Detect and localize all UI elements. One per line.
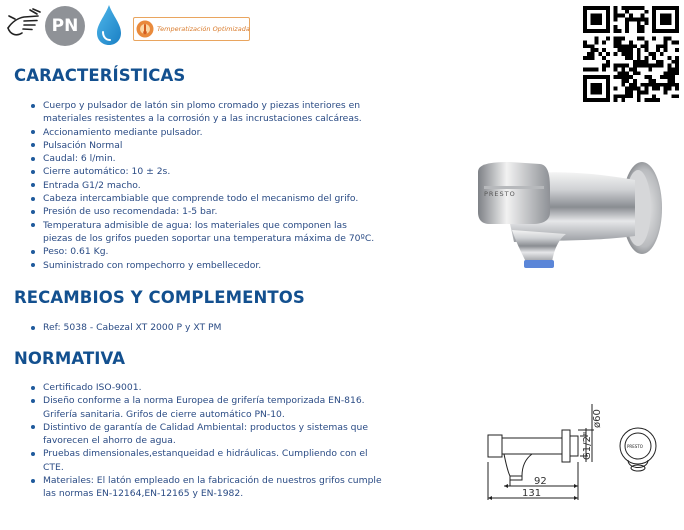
normativa-heading: NORMATIVA xyxy=(14,349,126,368)
front-view-brand-label: PRESTO xyxy=(627,444,643,449)
list-item: Cabeza intercambiable que comprende todo el mecanismo del grifo. xyxy=(30,192,375,205)
list-item: Peso: 0.61 Kg. xyxy=(30,245,375,258)
faucet-product-image xyxy=(470,150,670,280)
faucet-brand-label: PRESTO xyxy=(484,190,516,198)
list-item: Diseño conforme a la norma Europea de grifería temporizada EN-816. Grifería sanitaria. Grifos de cierre automático PN-10. xyxy=(30,394,388,421)
list-item: Pulsación Normal xyxy=(30,139,375,152)
dimension-131-label: 131 xyxy=(522,488,542,499)
list-item: Accionamiento mediante pulsador. xyxy=(30,126,375,139)
pn-badge-label: PN xyxy=(51,16,79,36)
list-item: Suministrado con rompechorro y embellecedor. xyxy=(30,259,375,272)
caracteristicas-list xyxy=(30,99,375,272)
water-drop-icon xyxy=(95,4,123,46)
list-item: Ref: 5038 - Cabezal XT 2000 P y XT PM xyxy=(30,321,375,334)
list-item: Cuerpo y pulsador de latón sin plomo cromado y piezas interiores en materiales resistentes a la corrosión y a las incrustaciones calcáreas. xyxy=(30,99,375,126)
list-item: Certificado ISO-9001. xyxy=(30,381,388,394)
qr-code-icon xyxy=(583,6,679,102)
list-item: Distintivo de garantía de Calidad Ambiental: productos y sistemas que favorecen el ahorro de agua. xyxy=(30,421,388,448)
list-item: Pruebas dimensionales,estanqueidad e hidráulicas. Cumpliendo con el CTE. xyxy=(30,447,388,474)
dimension-92-label: 92 xyxy=(534,476,547,487)
pn-badge xyxy=(45,6,85,46)
dimension-g12-label: G1/2" xyxy=(582,431,593,460)
list-item: Materiales: El latón empleado en la fabricación de nuestros grifos cumple las normas EN-12164,EN-12165 y EN-1982. xyxy=(30,474,388,501)
dimension-diameter-60-label: ø60 xyxy=(592,409,603,428)
recambios-heading: RECAMBIOS Y COMPLEMENTOS xyxy=(14,288,305,307)
list-item: Caudal: 6 l/min. xyxy=(30,152,375,165)
temperature-optimized-badge xyxy=(133,17,250,41)
caracteristicas-heading: CARACTERÍSTICAS xyxy=(14,66,186,85)
hand-press-icon xyxy=(4,8,44,42)
temperature-optimized-label: Temperatización Optimizada xyxy=(157,25,250,33)
list-item: Temperatura admisible de agua: los materiales que componen las piezas de los grifos pueden soportar una temperatura máxima de 70ºC. xyxy=(30,219,375,246)
recambios-list xyxy=(30,321,375,334)
thermo-sun-icon xyxy=(135,19,155,39)
normativa-list xyxy=(30,381,388,501)
list-item: Presión de uso recomendada: 1-5 bar. xyxy=(30,205,375,218)
technical-drawing xyxy=(482,400,682,505)
list-item: Cierre automático: 10 ± 2s. xyxy=(30,165,375,178)
list-item: Entrada G1/2 macho. xyxy=(30,179,375,192)
